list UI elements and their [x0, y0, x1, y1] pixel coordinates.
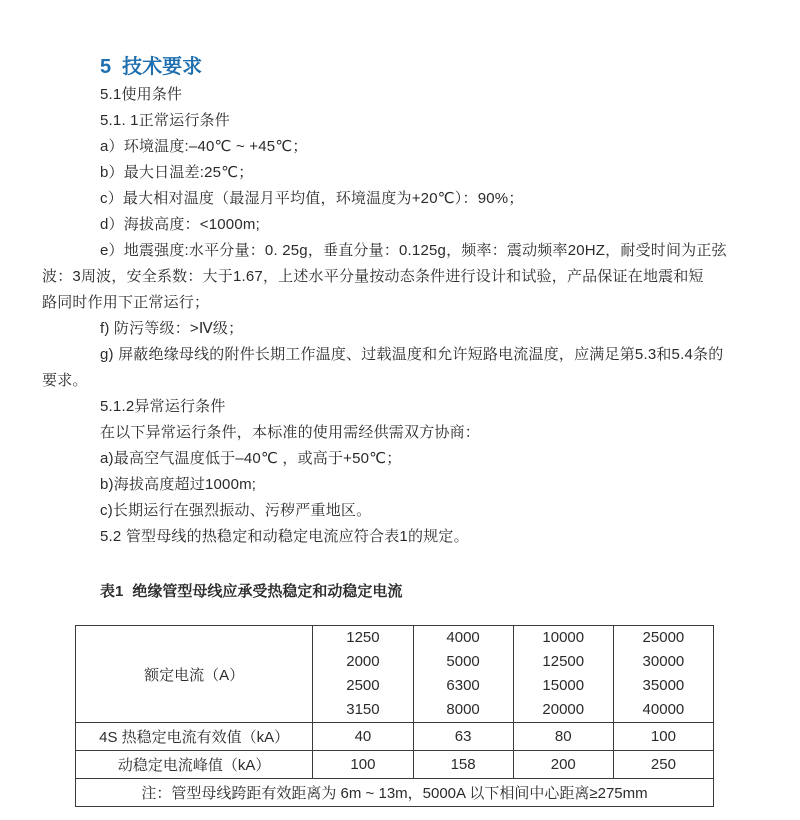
doc-line: g) 屏蔽绝缘母线的附件长期工作温度、过载温度和允许短路电流温度，应满足第5.3和5.4条的	[100, 346, 724, 363]
doc-line: 5.2 管型母线的热稳定和动稳定电流应符合表1的规定。	[100, 528, 469, 545]
cell-value: 35000	[642, 677, 685, 694]
doc-line: a）环境温度:–40℃ ~ +45℃；	[100, 138, 308, 155]
cell-value: 4000	[446, 629, 480, 646]
body-text-block	[42, 82, 754, 550]
rated-current-values	[313, 626, 412, 722]
cell-value: 30000	[642, 653, 685, 670]
cell-value: 12500	[542, 653, 585, 670]
table-row-dynamic	[76, 751, 714, 779]
table-row-rated-current	[76, 626, 714, 723]
doc-line: d）海拔高度：<1000m;	[100, 216, 260, 233]
table-caption-label: 表1	[100, 583, 124, 600]
cell-value: 158	[413, 751, 513, 779]
doc-line: f) 防污等级：>Ⅳ级；	[100, 320, 244, 337]
cell-value: 5000	[446, 653, 480, 670]
doc-line: 5.1使用条件	[100, 86, 183, 103]
cell-value: 20000	[542, 701, 585, 718]
cell-value: 200	[513, 751, 613, 779]
cell-value: 25000	[642, 629, 685, 646]
doc-line: a)最高空气温度低于–40℃ ，或高于+50℃；	[100, 450, 402, 467]
rated-current-values	[414, 626, 513, 722]
doc-line: 要求。	[42, 372, 88, 389]
section-heading	[100, 50, 202, 79]
cell-value: 63	[413, 723, 513, 751]
table-row-note	[76, 779, 714, 807]
rated-current-cell	[613, 626, 713, 723]
cell-value: 80	[513, 723, 613, 751]
cell-value: 100	[313, 751, 413, 779]
table-caption-text: 绝缘管型母线应承受热稳定和动稳定电流	[132, 583, 403, 600]
rated-current-label: 额定电流（A）	[76, 626, 313, 723]
cell-value: 100	[613, 723, 713, 751]
cell-value: 8000	[446, 701, 480, 718]
doc-line: 5.1.2异常运行条件	[100, 398, 226, 415]
cell-value: 6300	[446, 677, 480, 694]
doc-line: b)海拔高度超过1000m;	[100, 476, 257, 493]
cell-value: 1250	[346, 629, 380, 646]
doc-line: 波：3周波，安全系数：大于1.67，上述水平分量按动态条件进行设计和试验，产品保证在地震和短	[42, 268, 704, 285]
cell-value: 2500	[346, 677, 380, 694]
rated-current-cell	[413, 626, 513, 723]
cell-value: 3150	[346, 701, 380, 718]
rated-current-values	[614, 626, 713, 722]
doc-line: e）地震强度:水平分量：0. 25g，垂直分量：0.125g，频率：震动频率20HZ，耐受时间为正弦	[100, 242, 727, 259]
doc-line: c)长期运行在强烈振动、污秽严重地区。	[100, 502, 372, 519]
rated-current-cell	[513, 626, 613, 723]
rated-current-values	[514, 626, 613, 722]
cell-value: 40	[313, 723, 413, 751]
doc-line: b）最大日温差:25℃；	[100, 164, 254, 181]
cell-value: 250	[613, 751, 713, 779]
cell-value: 15000	[542, 677, 585, 694]
row-label: 4S 热稳定电流有效值（kA）	[76, 723, 313, 751]
table-row-thermal	[76, 723, 714, 751]
doc-line: 在以下异常运行条件，本标准的使用需经供需双方协商：	[100, 424, 481, 441]
section-number: 5	[100, 56, 112, 78]
rated-current-cell	[313, 626, 413, 723]
doc-line: 5.1. 1正常运行条件	[100, 112, 230, 129]
section-title: 技术要求	[122, 56, 203, 78]
table-caption	[100, 580, 402, 601]
cell-value: 2000	[346, 653, 380, 670]
table-note: 注：管型母线跨距有效距离为 6m ~ 13m，5000A 以下相间中心距离≥275mm	[76, 779, 714, 807]
doc-line: c）最大相对温度（最湿月平均值，环境温度为+20℃）：90%；	[100, 190, 524, 207]
cell-value: 40000	[642, 701, 685, 718]
doc-line: 路同时作用下正常运行；	[42, 294, 210, 311]
row-label: 动稳定电流峰值（kA）	[76, 751, 313, 779]
spec-table	[75, 625, 714, 807]
cell-value: 10000	[542, 629, 585, 646]
